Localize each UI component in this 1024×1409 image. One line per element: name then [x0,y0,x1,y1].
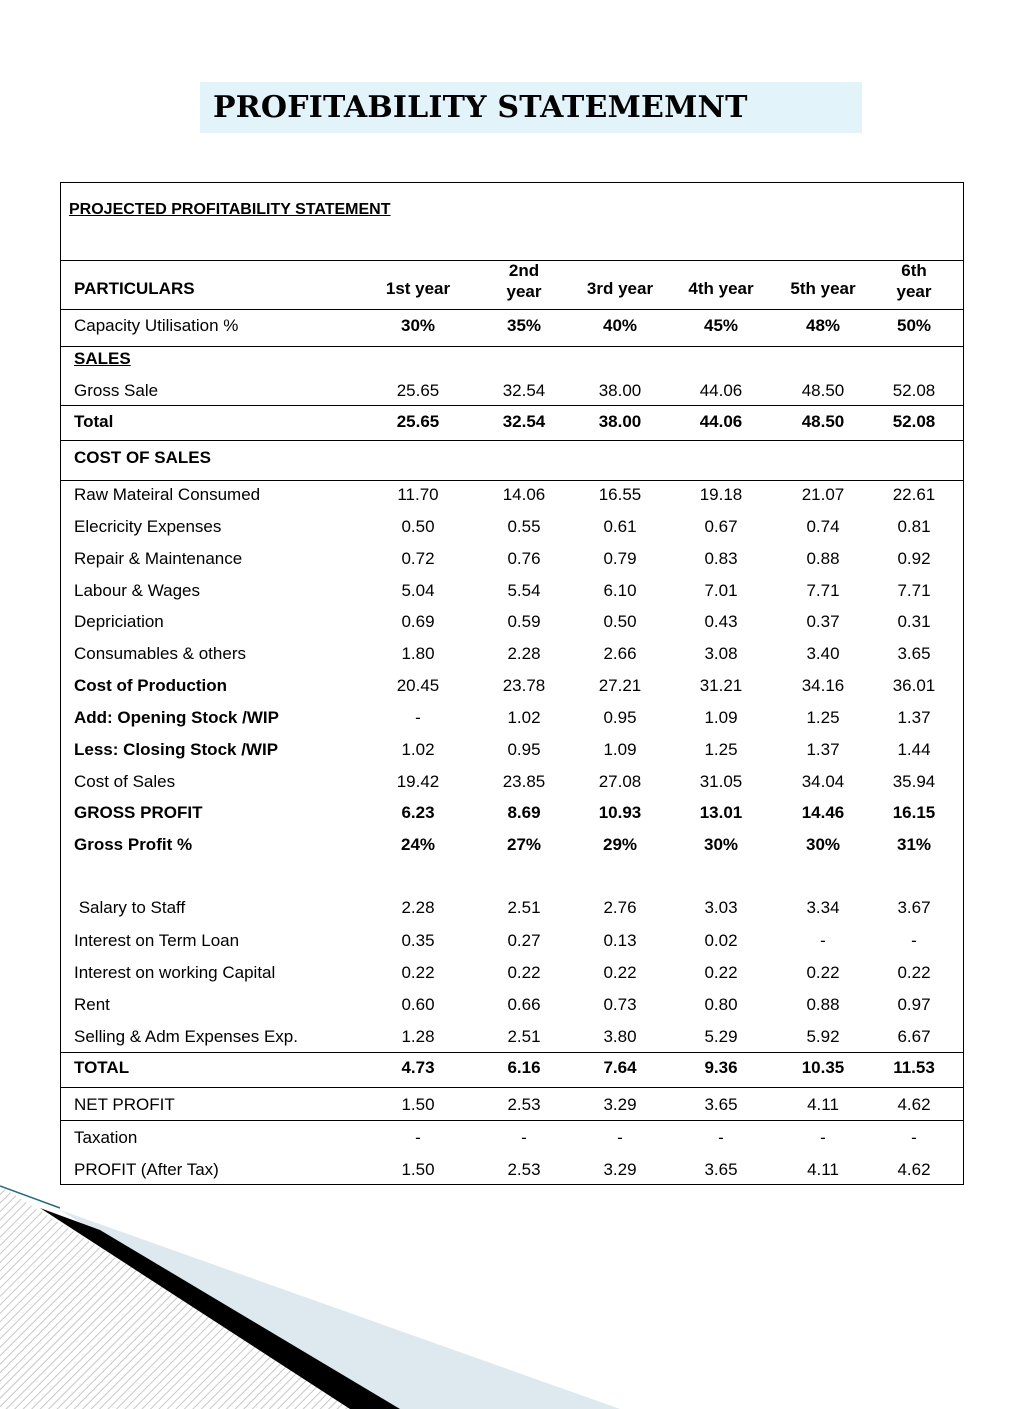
column-header-year [773,278,873,299]
row-value: 2.51 [507,1027,541,1046]
row-value: 30% [703,835,739,854]
row-value: 48% [805,316,841,335]
row-value: 7.64 [603,1058,637,1077]
row-value: 2.28 [507,644,541,663]
row-value: 0.02 [704,931,738,950]
row-value: 14.46 [801,803,845,822]
row-value: 0.74 [806,517,840,536]
row-value: 1.02 [507,708,541,727]
row-value: 0.22 [603,963,637,982]
row-value: 0.59 [507,612,541,631]
row-value: 35.94 [892,772,936,791]
column-header-particulars: PARTICULARS [74,279,195,298]
row-value: - [820,1128,826,1147]
row-value: 10.93 [598,803,642,822]
row-value: 31.05 [699,772,743,791]
row-value: 6.23 [401,803,435,822]
row-value: 0.69 [401,612,435,631]
row-divider [60,480,964,481]
column-header-line: 5th year [790,279,856,298]
row-value: 1.25 [806,708,840,727]
table-caption: PROJECTED PROFITABILITY STATEMENT [69,201,391,218]
row-value: 0.31 [897,612,931,631]
row-value: 0.27 [507,931,541,950]
row-label: Salary to Staff [74,898,186,917]
column-header-year [570,278,670,299]
row-value: 2.53 [507,1160,541,1179]
column-header-year [671,278,771,299]
row-value: 5.54 [507,581,541,600]
row-value: 32.54 [502,412,546,431]
row-value: 2.28 [401,898,435,917]
row-value: 3.29 [603,1160,637,1179]
row-value: 1.44 [897,740,931,759]
row-value: 48.50 [801,412,845,431]
row-value: 5.92 [806,1027,840,1046]
row-value: 22.61 [892,485,936,504]
row-value: 16.15 [892,803,936,822]
row-value: - [415,1128,421,1147]
row-value: 0.83 [704,549,738,568]
row-value: 16.55 [598,485,642,504]
row-value: 0.67 [704,517,738,536]
row-value: 45% [703,316,739,335]
row-value: 0.37 [806,612,840,631]
column-header-line: year [506,282,542,301]
row-value: 0.13 [603,931,637,950]
row-value: 4.11 [807,1095,839,1114]
row-value: 14.06 [502,485,546,504]
row-value: 1.37 [897,708,931,727]
row-value: 1.25 [704,740,738,759]
row-label: NET PROFIT [74,1095,175,1114]
row-value: 19.42 [396,772,440,791]
row-label: GROSS PROFIT [74,803,203,822]
row-value: 27.08 [598,772,642,791]
row-value: 23.78 [502,676,546,695]
row-value: 3.40 [806,644,840,663]
page-title: PROFITABILITY STATEMEMNT [200,82,862,133]
row-label: Cost of Sales [74,772,176,791]
row-label: SALES [74,349,131,368]
row-label: Elecricity Expenses [74,517,222,536]
row-value: 0.22 [401,963,435,982]
row-label: PROFIT (After Tax) [74,1160,219,1179]
row-value: 27.21 [598,676,642,695]
row-value: 1.50 [401,1160,435,1179]
column-header-year [368,278,468,299]
row-value: 6.10 [603,581,637,600]
row-divider [60,1120,964,1121]
row-value: 0.61 [603,517,637,536]
row-value: 3.65 [704,1095,738,1114]
row-value: 27% [506,835,542,854]
row-label: Taxation [74,1128,138,1147]
column-header-year [864,260,964,302]
row-value: 40% [602,316,638,335]
row-value: 0.50 [401,517,435,536]
row-label: Interest on Term Loan [74,931,240,950]
row-value: 7.71 [806,581,840,600]
row-value: 3.65 [897,644,931,663]
row-value: 0.79 [603,549,637,568]
row-value: 2.76 [603,898,637,917]
row-value: 0.22 [897,963,931,982]
row-value: 48.50 [801,381,845,400]
row-value: 1.09 [704,708,738,727]
row-value: - [911,931,917,950]
row-value: 34.04 [801,772,845,791]
row-value: 0.66 [507,995,541,1014]
row-value: - [521,1128,527,1147]
row-value: 0.43 [704,612,738,631]
row-value: 0.95 [603,708,637,727]
row-value: 20.45 [396,676,440,695]
row-value: 0.72 [401,549,435,568]
row-value: 2.53 [507,1095,541,1114]
row-divider [60,1087,964,1088]
column-header-line: 4th year [688,279,754,298]
row-divider [60,405,964,406]
row-value: 2.66 [603,644,637,663]
row-value: 23.85 [502,772,546,791]
row-value: 0.95 [507,740,541,759]
row-value: - [820,931,826,950]
row-label: Consumables & others [74,644,246,663]
row-value: 1.02 [401,740,435,759]
row-value: 1.09 [603,740,637,759]
row-value: - [415,708,421,727]
row-value: 0.22 [806,963,840,982]
row-value: 36.01 [892,676,936,695]
row-value: 19.18 [699,485,743,504]
row-value: 4.62 [897,1160,931,1179]
row-value: 0.88 [806,995,840,1014]
row-value: 13.01 [699,803,743,822]
row-value: 38.00 [598,381,642,400]
row-value: 11.53 [893,1058,935,1077]
row-value: 10.35 [801,1058,845,1077]
row-label: Raw Mateiral Consumed [74,485,261,504]
column-header-line: year [896,282,932,301]
row-label: Selling & Adm Expenses Exp. [74,1027,298,1046]
row-value: 30% [805,835,841,854]
row-value: 4.73 [401,1058,435,1077]
row-label: Repair & Maintenance [74,549,243,568]
corner-decoration [0,1160,620,1409]
row-label: Cost of Production [74,676,227,695]
column-header-line: 2nd [508,261,540,280]
row-value: 1.50 [401,1095,435,1114]
column-header-line: 6th [901,261,927,280]
row-value: 3.29 [603,1095,637,1114]
row-value: 31% [896,835,932,854]
row-value: 44.06 [699,412,743,431]
row-value: 0.81 [897,517,931,536]
row-value: 3.67 [897,898,931,917]
row-value: 0.55 [507,517,541,536]
row-divider [60,1052,964,1053]
row-divider [60,346,964,347]
row-value: 21.07 [801,485,845,504]
row-label: Depriciation [74,612,164,631]
row-value: 5.29 [704,1027,738,1046]
row-value: 44.06 [699,381,743,400]
row-value: 0.88 [806,549,840,568]
row-label: Rent [74,995,110,1014]
row-value: 0.97 [897,995,931,1014]
row-value: 0.22 [507,963,541,982]
row-value: 32.54 [502,381,546,400]
row-value: 0.60 [401,995,435,1014]
row-value: 25.65 [396,381,440,400]
row-label: Gross Sale [74,381,159,400]
row-label: Less: Closing Stock /WIP [74,740,279,759]
row-value: 0.80 [704,995,738,1014]
row-value: 34.16 [801,676,845,695]
row-value: - [911,1128,917,1147]
row-value: 7.71 [897,581,931,600]
row-value: 50% [896,316,932,335]
row-value: 25.65 [396,412,440,431]
row-value: 0.50 [603,612,637,631]
column-header-line: 1st year [385,279,451,298]
row-value: 0.22 [704,963,738,982]
row-value: 11.70 [397,485,439,504]
row-label: Labour & Wages [74,581,200,600]
row-value: 30% [400,316,436,335]
row-divider [60,440,964,441]
row-value: 0.92 [897,549,931,568]
row-value: 52.08 [892,412,936,431]
column-header-year [474,260,574,302]
row-value: 3.65 [704,1160,738,1179]
row-value: 0.35 [401,931,435,950]
row-value: 3.34 [806,898,840,917]
row-label: Interest on working Capital [74,963,276,982]
row-value: 1.80 [401,644,435,663]
row-value: 4.11 [807,1160,839,1179]
row-value: 24% [400,835,436,854]
row-value: - [617,1128,623,1147]
row-value: 38.00 [598,412,642,431]
row-value: 3.08 [704,644,738,663]
row-label: Gross Profit % [74,835,193,854]
row-value: 6.67 [897,1027,931,1046]
row-label: Total [74,412,114,431]
row-value: - [718,1128,724,1147]
row-value: 3.80 [603,1027,637,1046]
row-value: 52.08 [892,381,936,400]
column-header-line: 3rd year [586,279,654,298]
row-value: 29% [602,835,638,854]
row-value: 4.62 [897,1095,931,1114]
row-label: TOTAL [74,1058,130,1077]
row-value: 31.21 [699,676,743,695]
row-label: Add: Opening Stock /WIP [74,708,279,727]
row-label: COST OF SALES [74,448,211,467]
row-value: 8.69 [507,803,541,822]
row-label: Capacity Utilisation % [74,316,239,335]
row-value: 35% [506,316,542,335]
row-value: 5.04 [401,581,435,600]
row-value: 7.01 [704,581,738,600]
row-value: 2.51 [507,898,541,917]
row-divider [60,309,964,310]
row-value: 3.03 [704,898,738,917]
row-value: 6.16 [507,1058,541,1077]
row-value: 0.76 [507,549,541,568]
row-value: 0.73 [603,995,637,1014]
row-value: 1.28 [401,1027,435,1046]
row-value: 1.37 [806,740,840,759]
row-value: 9.36 [704,1058,738,1077]
